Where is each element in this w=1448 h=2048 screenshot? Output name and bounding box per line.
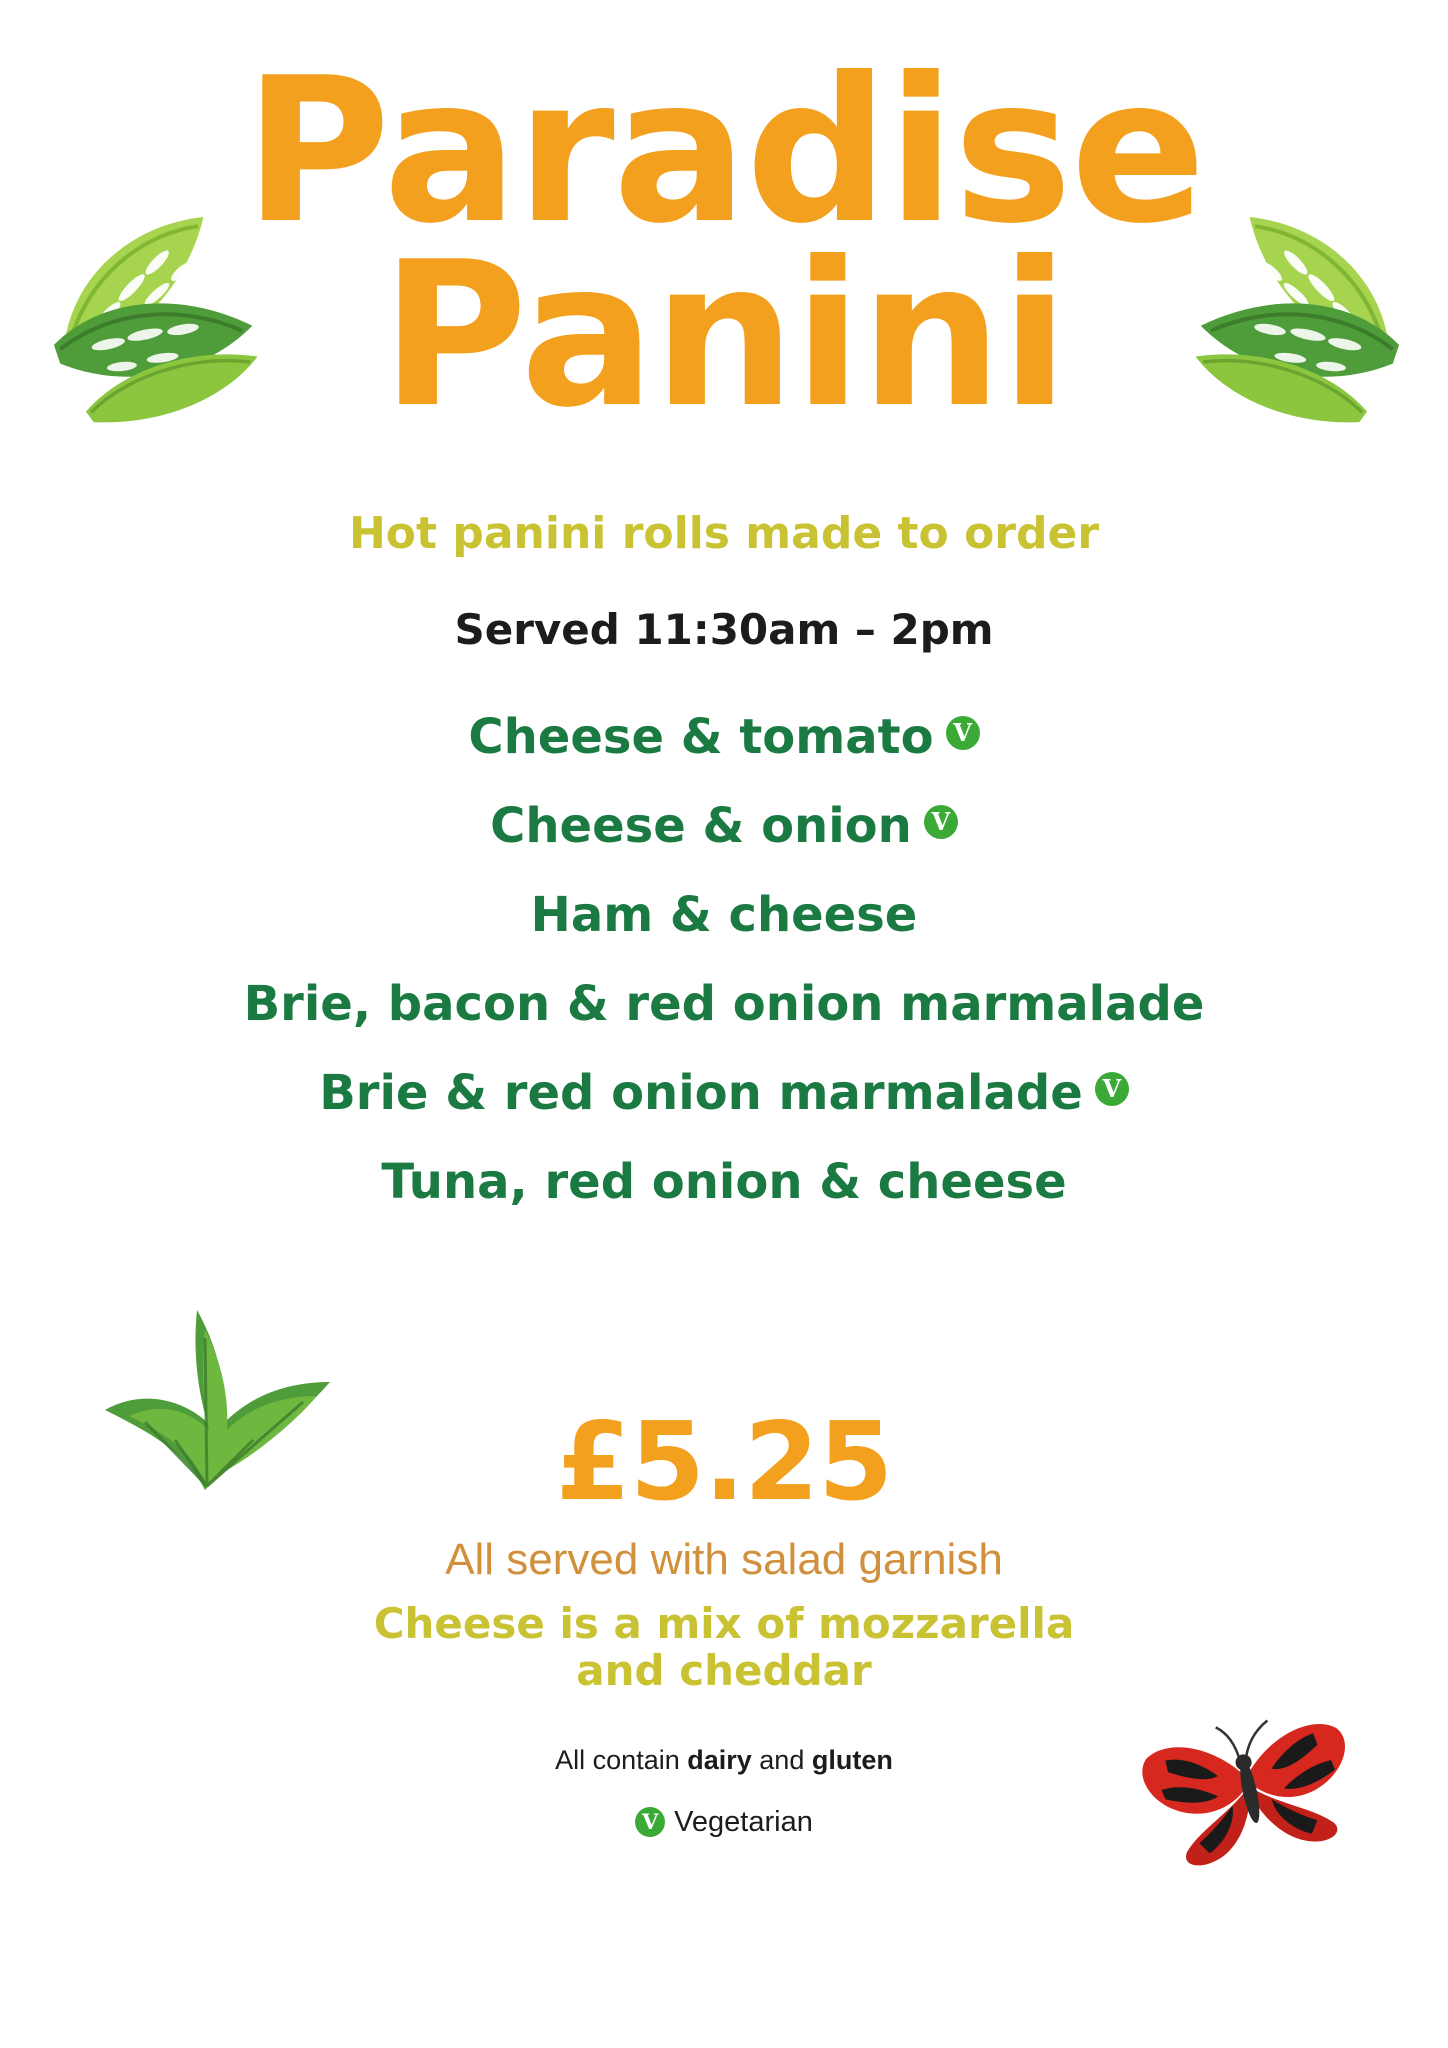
poster-subtitle: Hot panini rolls made to order — [348, 508, 1100, 559]
vegetarian-badge-icon: V — [924, 805, 958, 839]
cheese-note-line-1: Cheese is a mix of mozzarella — [373, 1599, 1075, 1648]
menu-item-label: Brie & red onion marmalade — [319, 1065, 1083, 1121]
cheese-note — [0, 1600, 1448, 1694]
allergen-gluten: gluten — [811, 1745, 893, 1775]
menu-item-label: Cheese & tomato — [468, 709, 934, 765]
menu-item-label: Tuna, red onion & cheese — [381, 1154, 1067, 1210]
menu-item-label: Ham & cheese — [530, 887, 918, 943]
cheese-note-line-2: and cheddar — [576, 1646, 872, 1696]
vegetarian-badge-icon: V — [946, 716, 980, 750]
vegetarian-badge-icon: V — [1095, 1072, 1129, 1106]
menu-item — [0, 798, 1448, 854]
vegetarian-badge-icon: V — [635, 1807, 665, 1837]
garnish-note: All served with salad garnish — [445, 1535, 1003, 1584]
menu-item-list — [0, 710, 1448, 1244]
red-butterfly-icon — [1133, 1700, 1363, 1880]
vegetarian-key — [0, 1805, 1448, 1839]
menu-item-label: Brie, bacon & red onion marmalade — [243, 976, 1205, 1032]
menu-item — [0, 887, 1448, 943]
vegetarian-key-label: Vegetarian — [674, 1805, 813, 1838]
allergen-dairy: dairy — [687, 1745, 752, 1775]
poster-title — [0, 35, 1448, 452]
allergen-note — [0, 1745, 1448, 1776]
menu-item-label: Cheese & onion — [490, 798, 912, 854]
menu-item — [0, 1065, 1448, 1121]
menu-item — [0, 1154, 1448, 1210]
allergen-mid: and — [751, 1745, 812, 1775]
price: £5.25 — [555, 1400, 893, 1525]
title-line-1: Paradise — [243, 35, 1205, 268]
title-line-2: Panini — [380, 219, 1068, 452]
allergen-prefix: All contain — [555, 1745, 688, 1775]
menu-item — [0, 976, 1448, 1032]
menu-item — [0, 709, 1448, 765]
service-hours: Served 11:30am – 2pm — [454, 605, 994, 654]
